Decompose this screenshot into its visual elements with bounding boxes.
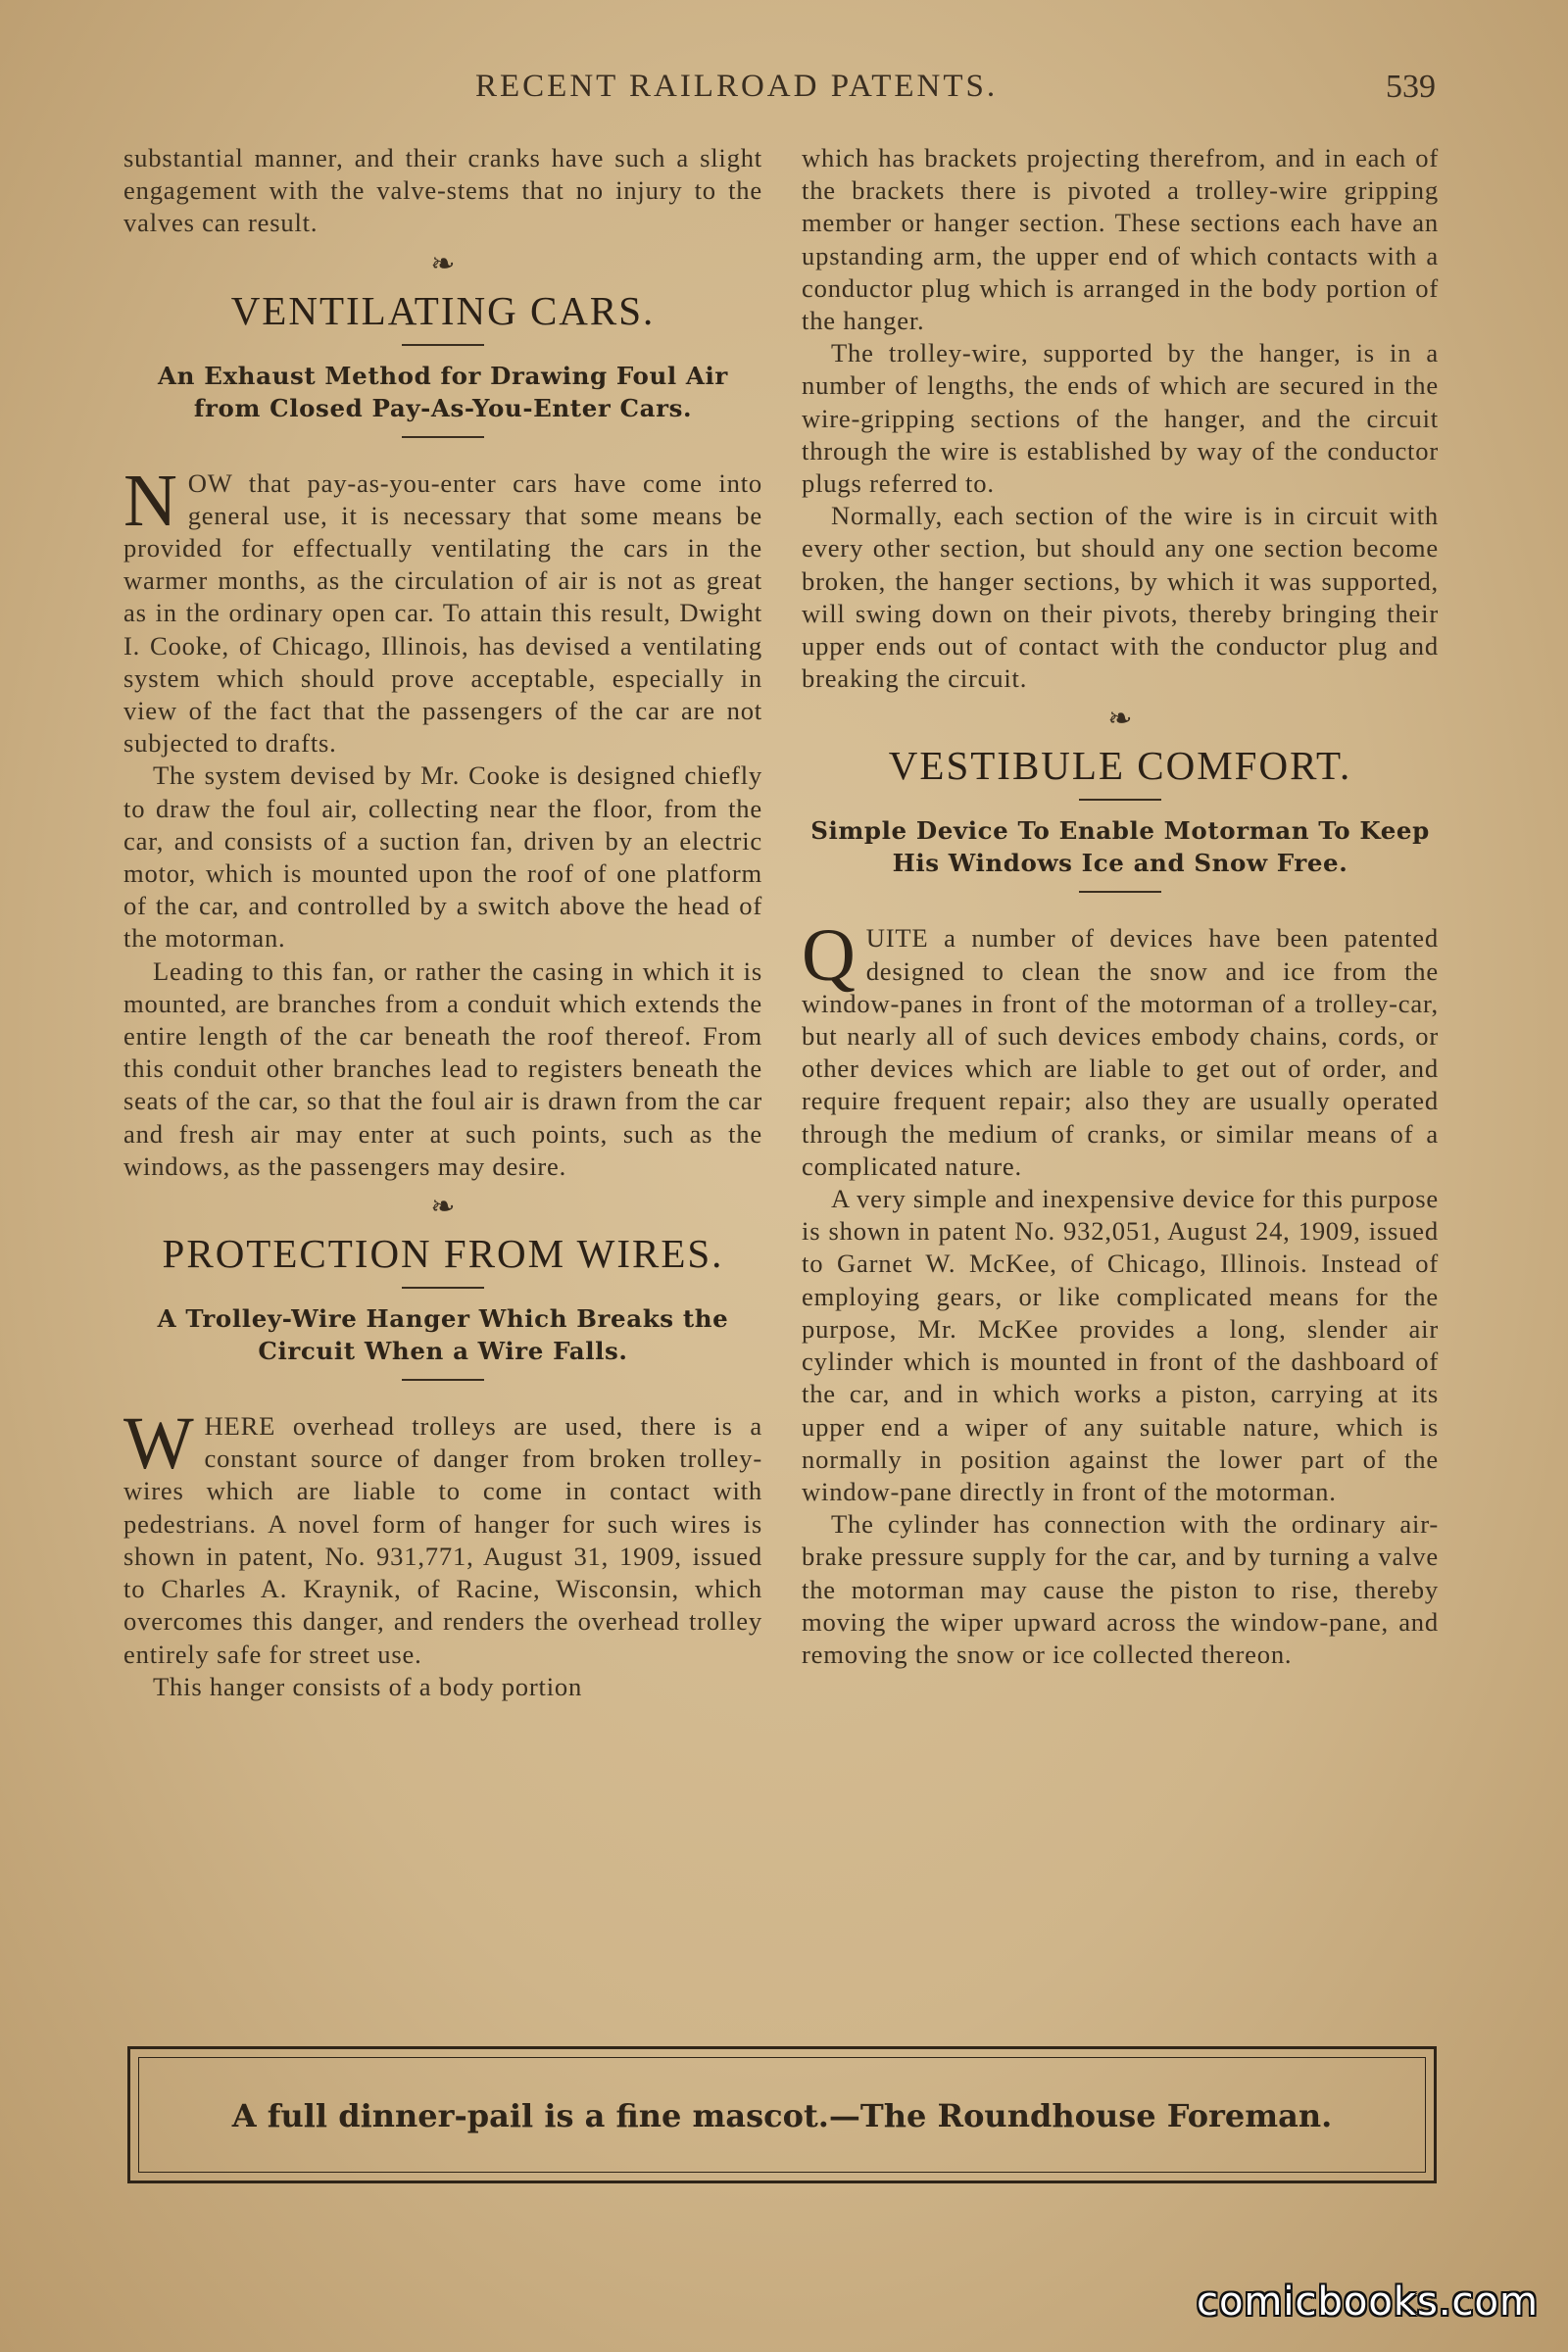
article-paragraph: WHERE overhead trolleys are used, there is a constant source of danger from broken trolley-wires which are liable to come in contact with pedestrians. A novel form of hanger for such wires is shown in patent, No. 931,771, August 31, 1909, issued to Charles A. Kraynik, of Racine, Wisconsin, which overcomes this danger, and renders the overhead trolley entirely safe for street use. xyxy=(123,1402,762,1669)
article-title-protection: PROTECTION FROM WIRES. xyxy=(162,1231,724,1277)
fleuron-ornament: ❧ xyxy=(1107,702,1133,737)
article-paragraph: The cylinder has connection with the ordinary air-brake pressure supply for the car, and by turning a valve the motorman may cause the piston to rise, thereby moving the wiper upward across the window-pane, and removing the snow or ice collected thereon. xyxy=(802,1509,1439,1669)
continuation-paragraph: Normally, each section of the wire is in circuit with every other section, but should any one section become broken, the hanger sections, by which it was supported, will swing down on their pivots, thereby bringing their upper ends out of contact with the conductor plug and breaking the circuit. xyxy=(802,501,1439,694)
article-title-ventilating: VENTILATING CARS. xyxy=(230,287,656,333)
footer-quote: A full dinner-pail is a fine mascot.—The Roundhouse Foreman. xyxy=(231,2097,1333,2134)
article-paragraph: NOW that pay-as-you-enter cars have come into general use, it is necessary that some means be provided for effectually ventilating the cars in the warmer months, as the circulation of air is not as great as in the ordinary open car. To attain this result, Dwight I. Cooke, of Chicago, Illinois, has devised a ventilating system which should prove acceptable, especially in view of the fact that the passengers of the car are not subjected to drafts. xyxy=(123,459,762,759)
quote-inner-border xyxy=(138,2057,1426,2173)
fleuron-ornament: ❧ xyxy=(430,1190,456,1225)
subtitle-rule xyxy=(402,436,484,438)
article-paragraph: QUITE a number of devices have been patented designed to clean the snow and ice from the window-panes in front of the motorman of a trolley-car, but nearly all of such devices embody chains, cords, or other devices which are liable to get out of order, and require frequent repair; also they are usually operated through the medium of cranks, or similar means of a complicated nature. xyxy=(802,914,1439,1181)
page-number: 539 xyxy=(1386,69,1436,105)
article-paragraph: A very simple and inexpensive device for this purpose is shown in patent No. 932,051, August 24, 1909, issued to Garnet W. McKee, of Chicago, Illinois. Instead of employing gears, or like complicated means for the purpose, Mr. McKee provides a long, slender air cylinder which is mounted in front of the dashboard of the car, and in which works a piston, carrying at its upper end a wiper of any suitable nature, which is normally in position against the lower part of the window-pane directly in front of the motorman. xyxy=(802,1184,1439,1506)
footer-quote-box xyxy=(127,2046,1437,2183)
left-column xyxy=(123,142,762,1703)
continuation-paragraph: substantial manner, and their cranks have such a slight engagement with the valve-stems that no injury to the valves can result. xyxy=(123,143,762,238)
title-rule xyxy=(1079,799,1161,801)
right-column xyxy=(802,142,1439,1671)
subtitle-rule xyxy=(1079,891,1161,893)
article-title-vestibule: VESTIBULE COMFORT. xyxy=(888,743,1352,789)
subtitle-rule xyxy=(402,1379,484,1381)
fleuron-ornament: ❧ xyxy=(430,246,456,281)
article-paragraph: This hanger consists of a body portion xyxy=(153,1671,583,1701)
drop-cap: N xyxy=(123,459,178,542)
article-subtitle-ventilating: An Exhaust Method for Drawing Foul Air from Closed Pay-As-You-Enter Cars. xyxy=(158,361,728,422)
title-rule xyxy=(402,1287,484,1289)
drop-cap: Q xyxy=(802,914,857,998)
continuation-paragraph: which has brackets projecting therefrom, and in each of the brackets there is pivoted a trolley-wire gripping member or hanger section. These sections each have an upstanding arm, the upper end of which contacts with a conductor plug which is arranged in the body portion of the hanger. xyxy=(802,143,1439,336)
title-rule xyxy=(402,344,484,346)
drop-cap: W xyxy=(123,1402,195,1486)
article-paragraph: Leading to this fan, or rather the casing in which it is mounted, are branches from a conduit which extends the entire length of the car beneath the roof thereof. From this conduit other branches lead to registers beneath the seats of the car, so that the foul air is drawn from the car and fresh air may enter at such points, such as the windows, as the passengers may desire. xyxy=(123,956,762,1181)
article-subtitle-protection: A Trolley-Wire Hanger Which Breaks the Circuit When a Wire Falls. xyxy=(157,1304,729,1366)
article-subtitle-vestibule: Simple Device To Enable Motorman To Keep His Windows Ice and Snow Free. xyxy=(810,816,1430,878)
running-title: RECENT RAILROAD PATENTS. xyxy=(475,69,999,104)
article-paragraph: The system devised by Mr. Cooke is designed chiefly to draw the foul air, collecting near the floor, from the car, and consists of a suction fan, driven by an electric motor, which is mounted upon the roof of one platform of the car, and controlled by a switch above the head of the motorman. xyxy=(123,760,762,954)
continuation-paragraph: The trolley-wire, supported by the hanger, is in a number of lengths, the ends of which are secured in the wire-gripping sections of the hanger, and the circuit through the wire is established by way of the conductor plugs referred to. xyxy=(802,338,1439,499)
page-header xyxy=(0,69,1568,118)
site-watermark: comicbooks.com xyxy=(1196,2279,1539,2325)
